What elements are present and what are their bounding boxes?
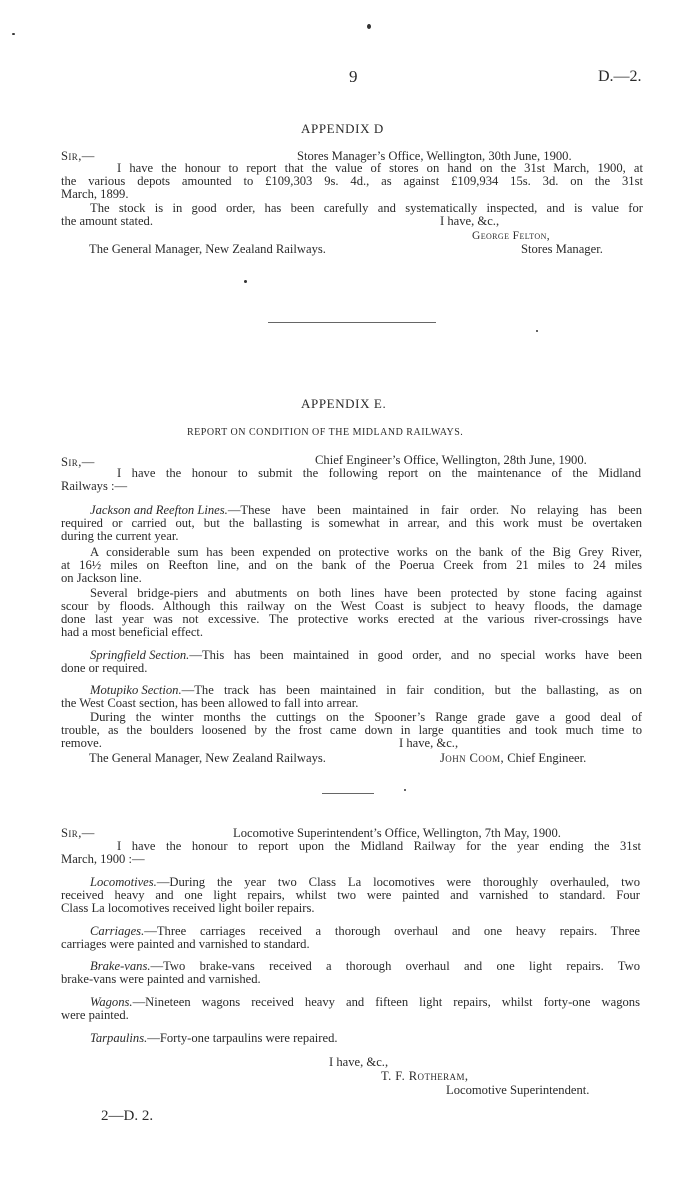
paragraph-line: done last year was not excessive. The protective works erected at the various river-crossings have	[61, 612, 642, 626]
paragraph-line: carriages were painted and varnished to standard.	[61, 937, 310, 951]
paragraph-line: Class La locomotives received light boiler repairs.	[61, 901, 315, 915]
paragraph-line: at 16½ miles on Reefton line, and on the bank of the Poerua Creek from 21 miles to 24 miles	[61, 558, 642, 572]
paragraph-line: Several bridge-piers and abutments on both lines have been protected by stone facing against	[90, 586, 642, 600]
section-divider	[268, 322, 436, 323]
signature-mark: 2—D. 2.	[101, 1108, 154, 1124]
appendix-e-heading: APPENDIX E.	[301, 396, 387, 411]
paragraph-line: March, 1899.	[61, 187, 129, 201]
signatory-title: Locomotive Superintendent.	[446, 1083, 590, 1097]
section-title-wagons: Wagons.	[90, 995, 133, 1009]
closing: I have, &c.,	[440, 214, 500, 228]
paragraph-line: received heavy and one light repairs, whilst two were painted and varnished to standard. Four	[61, 888, 640, 902]
salutation: Sir,—	[61, 826, 95, 840]
addressee: The General Manager, New Zealand Railways.	[89, 242, 326, 256]
section-title-brake-vans: Brake-vans.	[90, 959, 151, 973]
paragraph-line: Tarpaulins.—Forty-one tarpaulins were repaired.	[90, 1031, 338, 1045]
salutation: Sir,—	[61, 455, 95, 469]
office-line: Locomotive Superintendent’s Office, Wellington, 7th May, 1900.	[233, 826, 561, 840]
section-title-locomotives: Locomotives.	[90, 875, 157, 889]
signatory: John Coom,	[440, 751, 505, 765]
paragraph-line: brake-vans were painted and varnished.	[61, 972, 261, 986]
paragraph-line: the various depots amounted to £109,303 9s. 4d., as against £109,934 15s. 3d. on the 31st	[61, 174, 643, 188]
paragraph-line: on Jackson line.	[61, 571, 142, 585]
paragraph-line: During the winter months the cuttings on the Spooner’s Range grade gave a good deal of	[90, 710, 642, 724]
paragraph-line: trouble, as the boulders loosened by the frost came down in large quantities and took much time to	[61, 723, 642, 737]
page-number: 9	[349, 67, 358, 86]
document-reference: D.—2.	[598, 68, 642, 85]
paragraph-line: had a most beneficial effect.	[61, 625, 204, 639]
paragraph-line: A considerable sum has been expended on protective works on the bank of the Big Grey River,	[90, 545, 642, 559]
paragraph-line: during the current year.	[61, 529, 179, 543]
scan-speck	[12, 33, 15, 35]
signatory: T. F. Rotheram,	[381, 1069, 469, 1083]
office-line: Stores Manager’s Office, Wellington, 30th June, 1900.	[297, 149, 572, 163]
paragraph-line: Carriages. —Three carriages received a thorough overhaul and one heavy repairs. Three	[90, 924, 640, 938]
paragraph-line: Brake-vans. —Two brake-vans received a thorough overhaul and one light repairs. Two	[90, 959, 640, 973]
section-divider	[322, 793, 374, 794]
appendix-e-subheading: REPORT ON CONDITION OF THE MIDLAND RAILWAYS.	[187, 427, 464, 438]
scan-speck	[367, 24, 371, 29]
signatory-title: Stores Manager.	[521, 242, 603, 256]
closing: I have, &c.,	[329, 1055, 389, 1069]
paragraph-line: March, 1900 :—	[61, 852, 145, 866]
section-title-carriages: Carriages.	[90, 924, 145, 938]
addressee: The General Manager, New Zealand Railways.	[89, 751, 326, 765]
paragraph-line: The stock is in good order, has been carefully and systematically inspected, and is value for	[90, 201, 643, 215]
paragraph-line: scour by floods. Although this railway on the West Coast is subject to heavy floods, the damage	[61, 599, 642, 613]
signatory: George Felton,	[472, 230, 551, 242]
paragraph-line: I have the honour to report that the value of stores on hand on the 31st March, 1900, at	[117, 161, 643, 175]
scan-speck	[536, 330, 538, 332]
paragraph-line: I have the honour to submit the following report on the maintenance of the Midland	[117, 466, 641, 480]
appendix-d-heading: APPENDIX D	[301, 121, 384, 136]
section-title-tarpaulins: Tarpaulins.	[90, 1031, 148, 1045]
paragraph-line: required or carried out, but the ballasting is somewhat in arrear, and this work must be overtaken	[61, 516, 642, 530]
paragraph-line: Springfield Section. —This has been maintained in good order, and no special works have been	[90, 648, 642, 662]
section-title-motupiko: Motupiko Section.	[90, 683, 182, 697]
paragraph-line: done or required.	[61, 661, 148, 675]
paragraph-line: remove.	[61, 736, 102, 750]
paragraph-line: Railways :—	[61, 479, 128, 493]
scan-speck	[404, 789, 406, 791]
paragraph-line: Jackson and Reefton Lines. —These have been maintained in fair order. No relaying has been	[90, 503, 642, 517]
paragraph-line: I have the honour to report upon the Midland Railway for the year ending the 31st	[117, 839, 641, 853]
paragraph-line: Motupiko Section. —The track has been maintained in fair condition, but the ballasting, as on	[90, 683, 642, 697]
section-title-springfield: Springfield Section.	[90, 648, 190, 662]
paragraph-line: the amount stated.	[61, 214, 153, 228]
salutation: Sir,—	[61, 149, 95, 163]
signatory-title: Chief Engineer.	[504, 751, 587, 765]
paragraph-line: Wagons. —Nineteen wagons received heavy and fifteen light repairs, whilst forty-one wagons	[90, 995, 640, 1009]
office-line: Chief Engineer’s Office, Wellington, 28th June, 1900.	[315, 453, 587, 467]
section-title-jackson: Jackson and Reefton Lines.	[90, 503, 228, 517]
scan-speck	[244, 280, 247, 283]
closing: I have, &c.,	[399, 736, 459, 750]
signatory-line	[440, 751, 586, 765]
paragraph-line: were painted.	[61, 1008, 129, 1022]
paragraph-line: Locomotives. —During the year two Class La locomotives were thoroughly overhauled, two	[90, 875, 640, 889]
paragraph-line: the West Coast section, has been allowed to fall into arrear.	[61, 696, 359, 710]
